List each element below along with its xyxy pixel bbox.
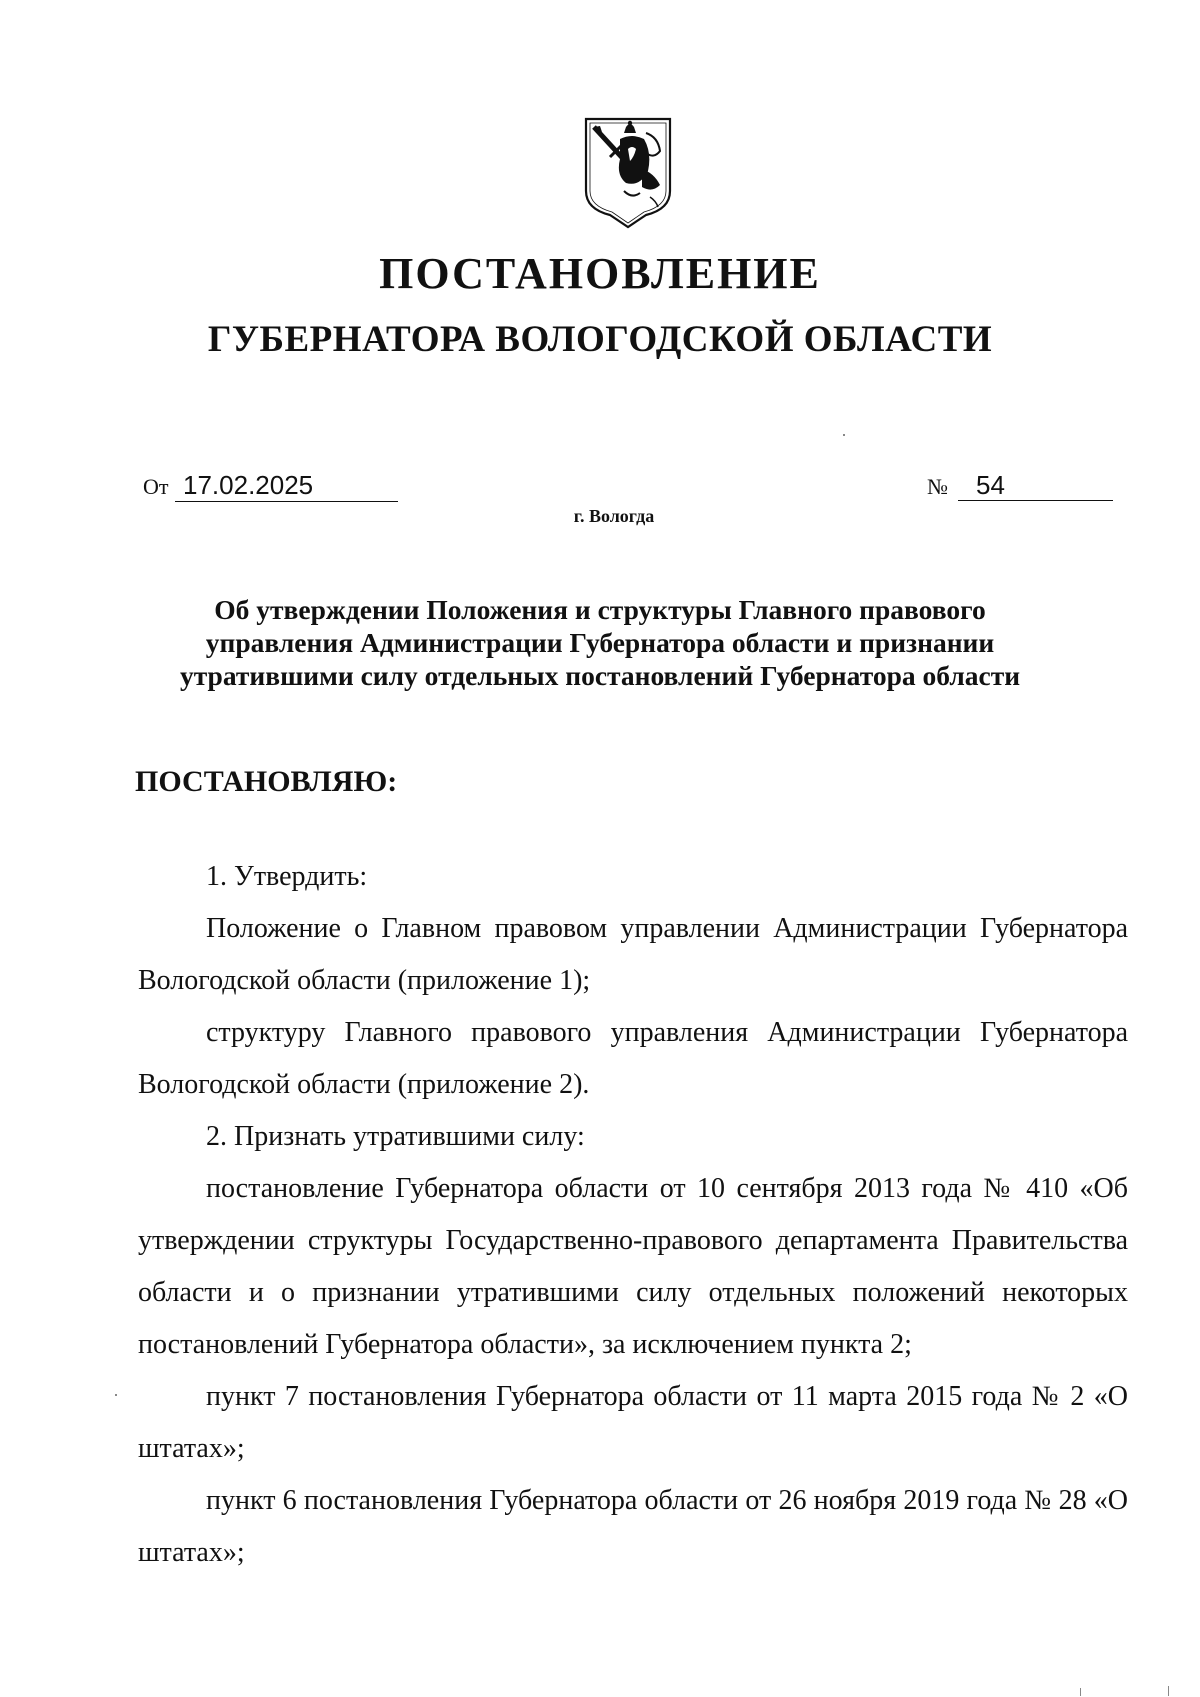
issuer-title: ГУБЕРНАТОРА ВОЛОГОДСКОЙ ОБЛАСТИ — [207, 319, 993, 360]
document-type-title: ПОСТАНОВЛЕНИЕ — [379, 249, 821, 298]
paragraph: пункт 6 постановления Губернатора области от 26 ноября 2019 года № 28 «О штатах»; — [138, 1485, 1128, 1568]
scan-speck — [1080, 1688, 1081, 1696]
subject-line: Об утверждении Положения и структуры Главного правового — [214, 594, 986, 625]
document-subject — [150, 593, 1050, 692]
paragraph: постановление Губернатора области от 10 сентября 2013 года № 410 «Об утверждении структуры Государственно-правового департамента Правительства области и о признании утратившими силу отдельных положений некоторых постановлений Губернатора области», за исключением пункта 2; — [138, 1173, 1128, 1360]
paragraph: пункт 7 постановления Губернатора области от 11 марта 2015 года № 2 «О штатах»; — [138, 1381, 1128, 1464]
coat-of-arms-icon — [580, 113, 676, 231]
paragraph: 1. Утвердить: — [206, 861, 368, 892]
city-label: г. Вологда — [573, 506, 655, 526]
subject-line: управления Администрации Губернатора области и признании — [205, 627, 995, 658]
subject-line: утратившими силу отдельных постановлений Губернатора области — [179, 660, 1021, 691]
paragraph: структуру Главного правового управления Администрации Губернатора Вологодской области (приложение 2). — [138, 1017, 1128, 1100]
scan-speck — [1168, 1686, 1169, 1696]
date-label: От — [143, 474, 169, 499]
scan-speck — [115, 1394, 117, 1396]
decree-heading: ПОСТАНОВЛЯЮ: — [135, 765, 398, 798]
paragraph: 2. Признать утратившими силу: — [206, 1121, 585, 1152]
document-number: 54 — [958, 470, 1113, 501]
paragraph: Положение о Главном правовом управлении Администрации Губернатора Вологодской области (приложение 1); — [138, 913, 1128, 996]
document-body — [138, 851, 1128, 1579]
scan-speck — [843, 434, 845, 436]
number-label: № — [927, 474, 948, 499]
document-date: 17.02.2025 — [175, 470, 398, 502]
